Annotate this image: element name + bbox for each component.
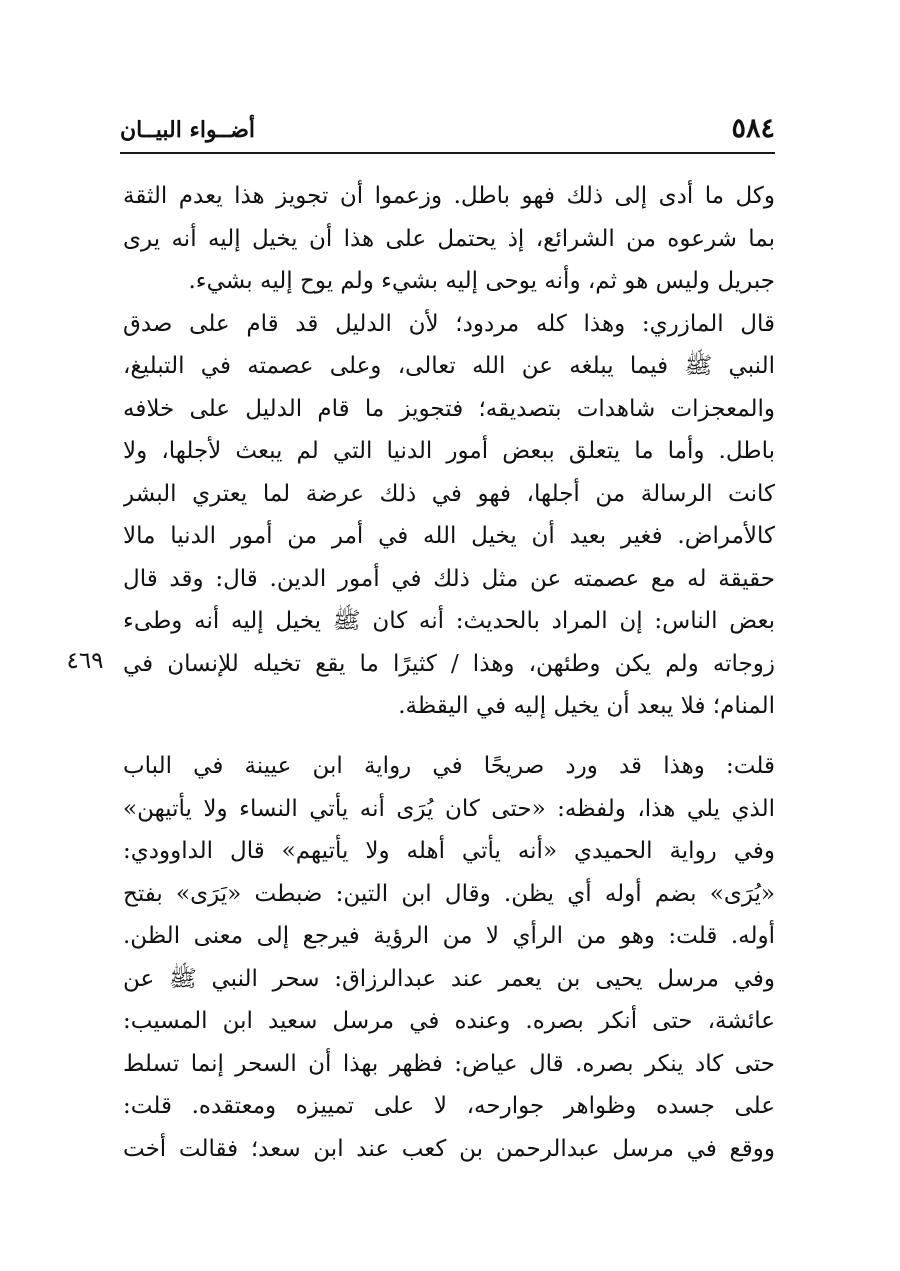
text-line: وفي مرسل يحيى بن يعمر عند عبدالرزاق: سحر النبي ﷺ عن: [123, 965, 775, 992]
text-line: على جسده وظواهر جوارحه، لا على تمييزه ومعتقده. قلت:: [123, 1093, 775, 1119]
text-line: قلت: وهذا قد ورد صريحًا في رواية ابن عيينة في الباب: [123, 753, 775, 779]
text-line: عائشة، حتى أنكر بصره. وعنده في مرسل سعيد ابن المسيب:: [123, 1008, 775, 1034]
text-line: النبي ﷺ فيما يبلغه عن الله تعالى، وعلى عصمته في التبليغ،: [123, 353, 775, 379]
text-line: حتى كاد ينكر بصره. قال عياض: فظهر بهذا أن السحر إنما تسلط: [123, 1050, 775, 1077]
page-number: ٥٨٤: [731, 113, 775, 144]
text-line: زوجاته ولم يكن وطئهن، وهذا / كثيرًا ما يقع تخيله للإنسان في: [123, 650, 775, 677]
text-line: والمعجزات شاهدات بتصديقه؛ فتجويز ما قام الدليل على خلافه: [123, 395, 775, 422]
text-line: وكل ما أدى إلى ذلك فهو باطل. وزعموا أن تجويز هذا يعدم الثقة: [123, 183, 775, 209]
running-title: أضــواء البيــان: [120, 117, 256, 143]
text-line: جبريل وليس هو ثم، وأنه يوحى إليه بشيء ولم يوح إليه بشيء.: [188, 268, 775, 294]
text-line: وفي رواية الحميدي «أنه يأتي أهله ولا يأتيهم» قال الداوودي:: [123, 838, 775, 864]
text-line: قال المازري: وهذا كله مردود؛ لأن الدليل قد قام على صدق: [123, 310, 775, 337]
paragraph-1: [123, 175, 775, 728]
page-header: [120, 110, 775, 154]
text-line: ووقع في مرسل عبدالرحمن بن كعب عند ابن سعد؛ فقالت أخت: [123, 1135, 775, 1162]
text-line: «يُرَى» بضم أوله أي يظن. وقال ابن التين: ضبطت «يَرَى» بفتح: [123, 880, 775, 907]
text-line: حقيقة له مع عصمته عن مثل ذلك في أمور الدين. قال: وقد قال: [123, 565, 775, 592]
text-line: بعض الناس: إن المراد بالحديث: أنه كان ﷺ يخيل إليه أنه وطىء: [123, 608, 775, 634]
text-line: الذي يلي هذا، ولفظه: «حتى كان يُرَى أنه يأتي النساء ولا يأتيهن»: [123, 795, 775, 822]
paragraph-2: [123, 745, 775, 1170]
text-line: المنام؛ فلا يبعد أن يخيل إليه في اليقظة.: [398, 693, 775, 719]
text-line: باطل. وأما ما يتعلق ببعض أمور الدنيا التي لم يبعث لأجلها، ولا: [123, 438, 775, 464]
text-line: بما شرعوه من الشرائع، إذ يحتمل على هذا أن يخيل إليه أنه يرى: [123, 225, 775, 252]
margin-reference-number: ٤٦٩: [66, 648, 104, 674]
text-line: كانت الرسالة من أجلها، فهو في ذلك عرضة لما يعتري البشر: [123, 480, 775, 507]
text-line: كالأمراض. فغير بعيد أن يخيل الله في أمر من أمور الدنيا مالا: [123, 523, 775, 549]
text-line: أوله. قلت: وهو من الرأي لا من الرؤية فيرجع إلى معنى الظن.: [123, 923, 775, 949]
